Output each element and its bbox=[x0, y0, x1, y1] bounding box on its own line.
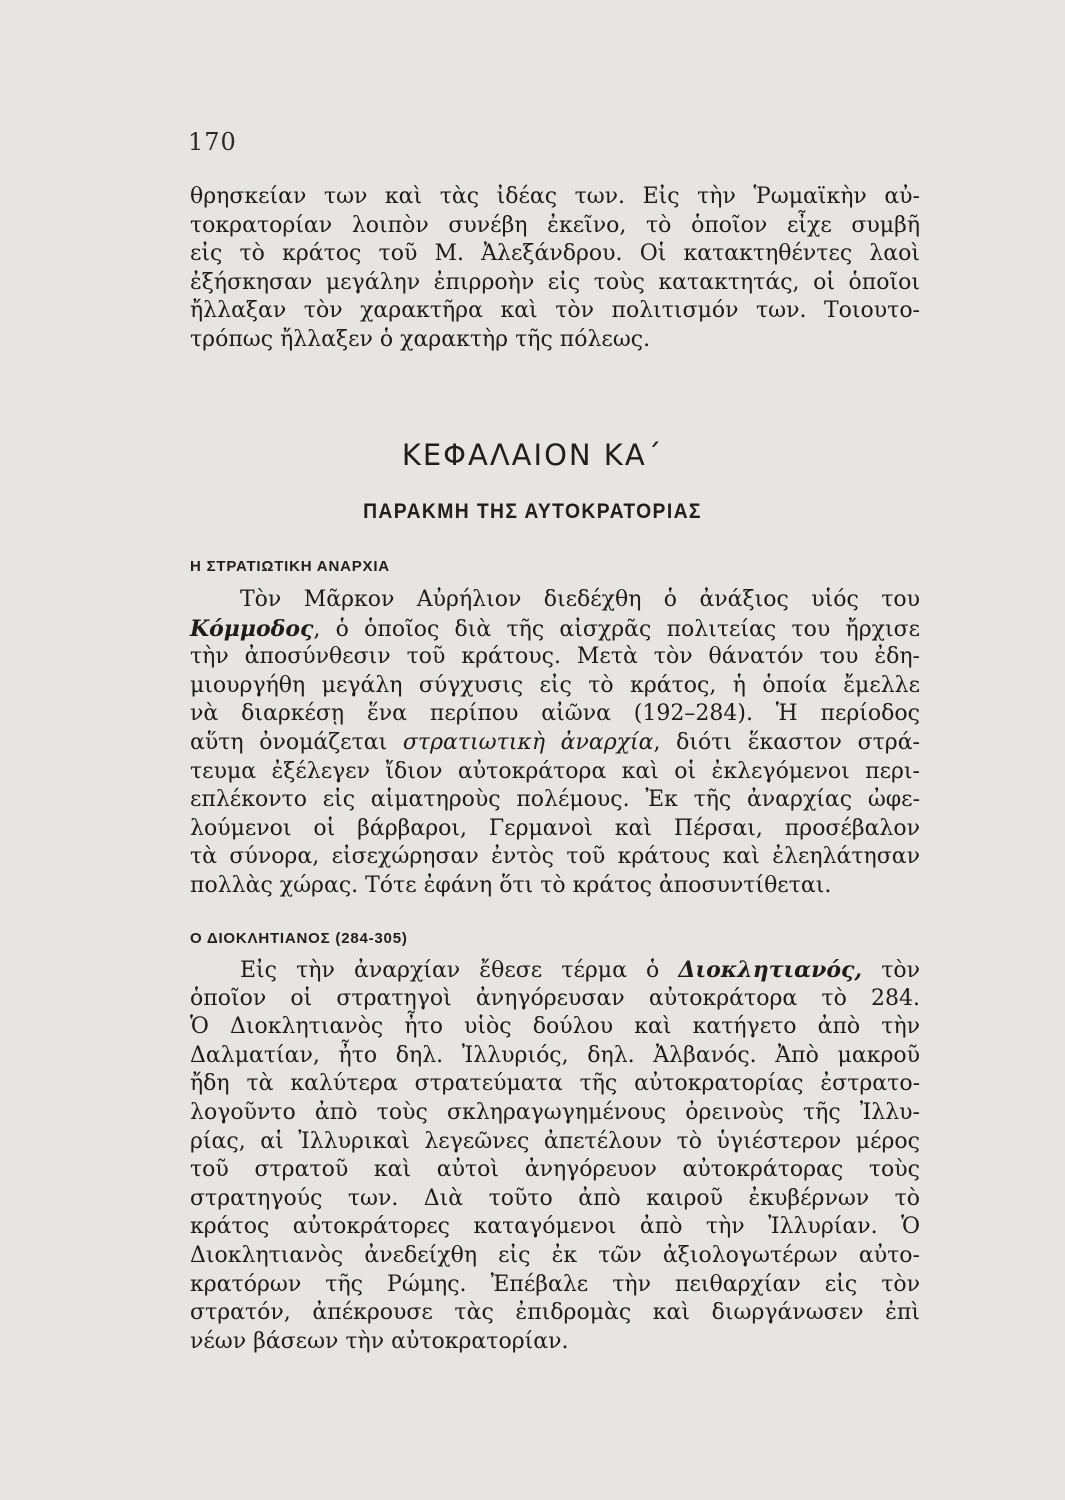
diocletian-paragraph bbox=[190, 956, 920, 1356]
text-line: στρατηγούς των. Διὰ τοῦτο ἀπὸ καιροῦ ἐκυβέρνων τὸ bbox=[190, 1185, 920, 1211]
text-fragment: αὕτη ὀνομάζεται bbox=[190, 729, 403, 755]
page-number: 170 bbox=[188, 128, 237, 156]
text-line: θρησκείαν των καὶ τὰς ἰδέας των. Εἰς τὴν Ῥωμαϊκὴν αὐ- bbox=[190, 184, 920, 209]
text-line: μιουργήθη μεγάλη σύγχυσις εἰς τὸ κράτος, ἡ ὁποία ἔμελλε bbox=[190, 672, 920, 698]
text-line: ἤδη τὰ καλύτερα στρατεύματα τῆς αὐτοκρατορίας ἐστρατο- bbox=[190, 1071, 920, 1097]
text-line bbox=[190, 956, 920, 985]
text-line: τρόπως ἤλλαξεν ὁ χαρακτὴρ τῆς πόλεως. bbox=[190, 326, 651, 352]
text-line: τοκρατορίαν λοιπὸν συνέβη ἐκεῖνο, τὸ ὁποῖον εἶχε συμβῆ bbox=[190, 212, 920, 238]
section-heading-diocletian: Ο ΔΙΟΚΛΗΤΙΑΝΟΣ (284-305) bbox=[190, 930, 408, 947]
emphasized-name: Διοκλητιανός, bbox=[678, 957, 863, 983]
text-line: ἤλλαξαν τὸν χαρακτῆρα καὶ τὸν πολιτισμόν των. Τοιουτο- bbox=[190, 298, 920, 324]
text-line: τοῦ στρατοῦ καὶ αὐτοὶ ἀνηγόρευον αὐτοκράτορας τοὺς bbox=[190, 1157, 920, 1183]
text-line: Ὁ Διοκλητιανὸς ἦτο υἱὸς δούλου καὶ κατήγετο ἀπὸ τὴν bbox=[190, 1014, 920, 1040]
text-line: ὁποῖον οἱ στρατηγοὶ ἀνηγόρευσαν αὐτοκράτορα τὸ 284. bbox=[190, 985, 920, 1011]
text-line: τευμα ἐξέλεγεν ἴδιον αὐτοκράτορα καὶ οἱ ἐκλεγόμενοι περι- bbox=[190, 758, 920, 784]
text-line: τὰ σύνορα, εἰσεχώρησαν ἐντὸς τοῦ κράτους καὶ ἐλεηλάτησαν bbox=[190, 844, 920, 870]
text-fragment: Εἰς τὴν ἀναρχίαν ἔθεσε τέρμα ὁ bbox=[240, 958, 679, 983]
text-line: Δαλματίαν, ἦτο δηλ. Ἰλλυριός, δηλ. Ἀλβανός. Ἀπὸ μακροῦ bbox=[190, 1042, 920, 1068]
text-line: στρατόν, ἀπέκρουσε τὰς ἐπιδρομὰς καὶ διωργάνωσεν ἐπὶ bbox=[190, 1300, 920, 1326]
text-line: κράτος αὐτοκράτορες καταγόμενοι ἀπὸ τὴν Ἰλλυρίαν. Ὁ bbox=[190, 1214, 920, 1240]
military-anarchy-paragraph bbox=[190, 586, 920, 901]
text-line: εἰς τὸ κράτος τοῦ Μ. Ἀλεξάνδρου. Οἱ κατακτηθέντες λαοὶ bbox=[190, 241, 920, 267]
text-line: επλέκοντο εἰς αἱματηροὺς πολέμους. Ἐκ τῆς ἀναρχίας ὠφε- bbox=[190, 787, 920, 813]
chapter-title: ΠΑΡΑΚΜΗ ΤΗΣ ΑΥΤΟΚΡΑΤΟΡΙΑΣ bbox=[363, 500, 702, 523]
text-line: κρατόρων τῆς Ρώμης. Ἐπέβαλε τὴν πειθαρχίαν εἰς τὸν bbox=[190, 1271, 920, 1297]
text-fragment: , διότι ἕκαστον στρά- bbox=[653, 729, 920, 755]
opening-paragraph bbox=[190, 183, 920, 355]
text-fragment: τὸν bbox=[862, 958, 920, 983]
text-line: τὴν ἀποσύνθεσιν τοῦ κράτους. Μετὰ τὸν θάνατόν του ἐδη- bbox=[190, 644, 920, 670]
emphasized-name: Κόμμοδος bbox=[190, 615, 314, 642]
text-line: νὰ διαρκέσῃ ἕνα περίπου αἰῶνα (192–284). Ἡ περίοδος bbox=[190, 701, 920, 727]
text-line: νέων βάσεων τὴν αὐτοκρατορίαν. bbox=[190, 1328, 569, 1354]
chapter-heading: ΚΕΦΑΛΑΙΟΝ ΚΑ΄ bbox=[401, 438, 664, 472]
text-fragment: , ὁ ὁποῖος διὰ τῆς αἰσχρᾶς πολιτείας του ἤρχισε bbox=[313, 616, 920, 642]
emphasized-term: στρατιωτικὴ ἀναρχία bbox=[402, 729, 654, 755]
text-line: λογοῦντο ἀπὸ τοὺς σκληραγωγημένους ὀρεινοὺς τῆς Ἰλλυ- bbox=[190, 1099, 920, 1125]
text-line: ρίας, αἱ Ἰλλυρικαὶ λεγεῶνες ἀπετέλουν τὸ ὑγιέστερον μέρος bbox=[190, 1128, 920, 1154]
text-line: ἐξήσκησαν μεγάλην ἐπιρροὴν εἰς τοὺς κατακτητάς, οἱ ὁποῖοι bbox=[190, 269, 920, 295]
text-line bbox=[190, 729, 920, 758]
section-heading-military-anarchy: Η ΣΤΡΑΤΙΩΤΙΚΗ ΑΝΑΡΧΙΑ bbox=[190, 558, 390, 575]
text-line: Τὸν Μᾶρκον Αὐρήλιον διεδέχθη ὁ ἀνάξιος υἱός του bbox=[240, 587, 920, 612]
text-line: πολλὰς χώρας. Τότε ἐφάνη ὅτι τὸ κράτος ἀποσυντίθεται. bbox=[190, 872, 832, 898]
text-line bbox=[190, 615, 920, 644]
text-line: λούμενοι οἱ βάρβαροι, Γερμανοὶ καὶ Πέρσαι, προσέβαλον bbox=[190, 815, 920, 841]
text-line: Διοκλητιανὸς ἀνεδείχθη εἰς ἐκ τῶν ἀξιολογωτέρων αὐτο- bbox=[190, 1242, 920, 1268]
